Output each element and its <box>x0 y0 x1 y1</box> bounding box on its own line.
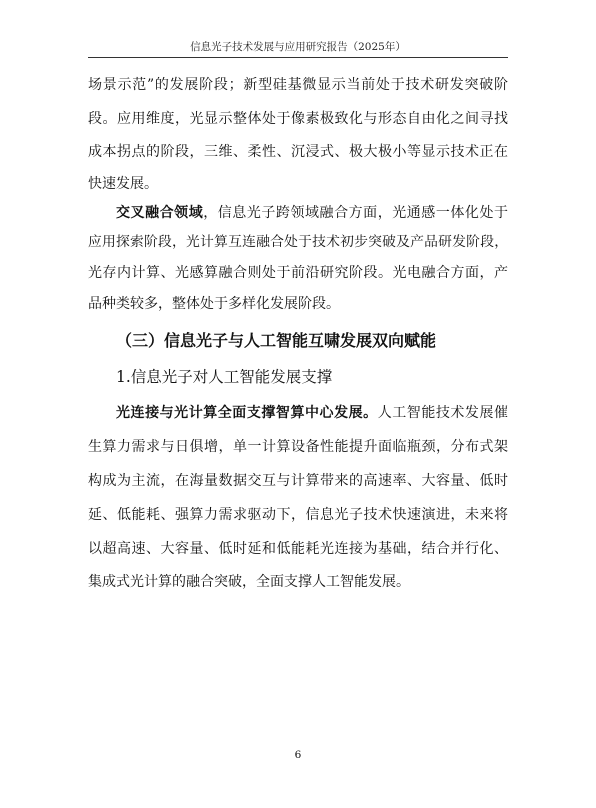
paragraph-line: 光存内计算、光感算融合则处于前沿研究阶段。光电融合方面，产 <box>88 265 508 281</box>
paragraph-line: 集成式光计算的融合突破，全面支撑人工智能发展。 <box>88 574 410 590</box>
paragraph-line: 品种类较多，整体处于多样化发展阶段。 <box>88 296 340 312</box>
paragraph-line: 构成为主流，在海量数据交互与计算带来的高速率、大容量、低时 <box>88 473 508 489</box>
section-heading: （三）信息光子与人工智能互啸发展双向赋能 <box>116 331 437 350</box>
bold-lead: 光连接与光计算全面支撑智算中心发展。 <box>116 405 378 421</box>
paragraph-line: 快速发展。 <box>88 176 158 192</box>
paragraph-first-line <box>116 402 508 424</box>
paragraph-line: 成本拐点的阶段，三维、柔性、沉浸式、极大极小等显示技术正在 <box>88 144 508 160</box>
subsection-heading: 1.信息光子对人工智能发展支撑 <box>116 368 333 386</box>
paragraph-text: 人工智能技术发展催 <box>377 405 509 421</box>
paragraph-line: 延、低能耗、强算力需求驱动下，信息光子技术快速演进，未来将 <box>88 507 508 523</box>
paragraph-text: ，信息光子跨领域融合方面，光通感一体化处于 <box>203 205 509 221</box>
paragraph-line: 生算力需求与日俱增，单一计算设备性能提升面临瓶颈，分布式架 <box>88 439 508 455</box>
paragraph-line: 场景示范”的发展阶段；新型硅基微显示当前处于技术研发突破阶 <box>88 77 508 93</box>
paragraph-line: 应用探索阶段，光计算互连融合处于技术初步突破及产品研发阶段， <box>88 234 508 250</box>
paragraph-line: 以超高速、大容量、低时延和低能耗光连接为基础，结合并行化、 <box>88 541 508 557</box>
running-header: 信息光子技术发展与应用研究报告（2025年） <box>190 41 406 53</box>
header-rule <box>88 57 508 58</box>
bold-lead: 交叉融合领域 <box>116 205 204 221</box>
paragraph-first-line <box>116 202 508 224</box>
page-number: 6 <box>294 749 302 761</box>
paragraph-line: 段。应用维度，光显示整体处于像素极致化与形态自由化之间寻找 <box>88 111 508 127</box>
